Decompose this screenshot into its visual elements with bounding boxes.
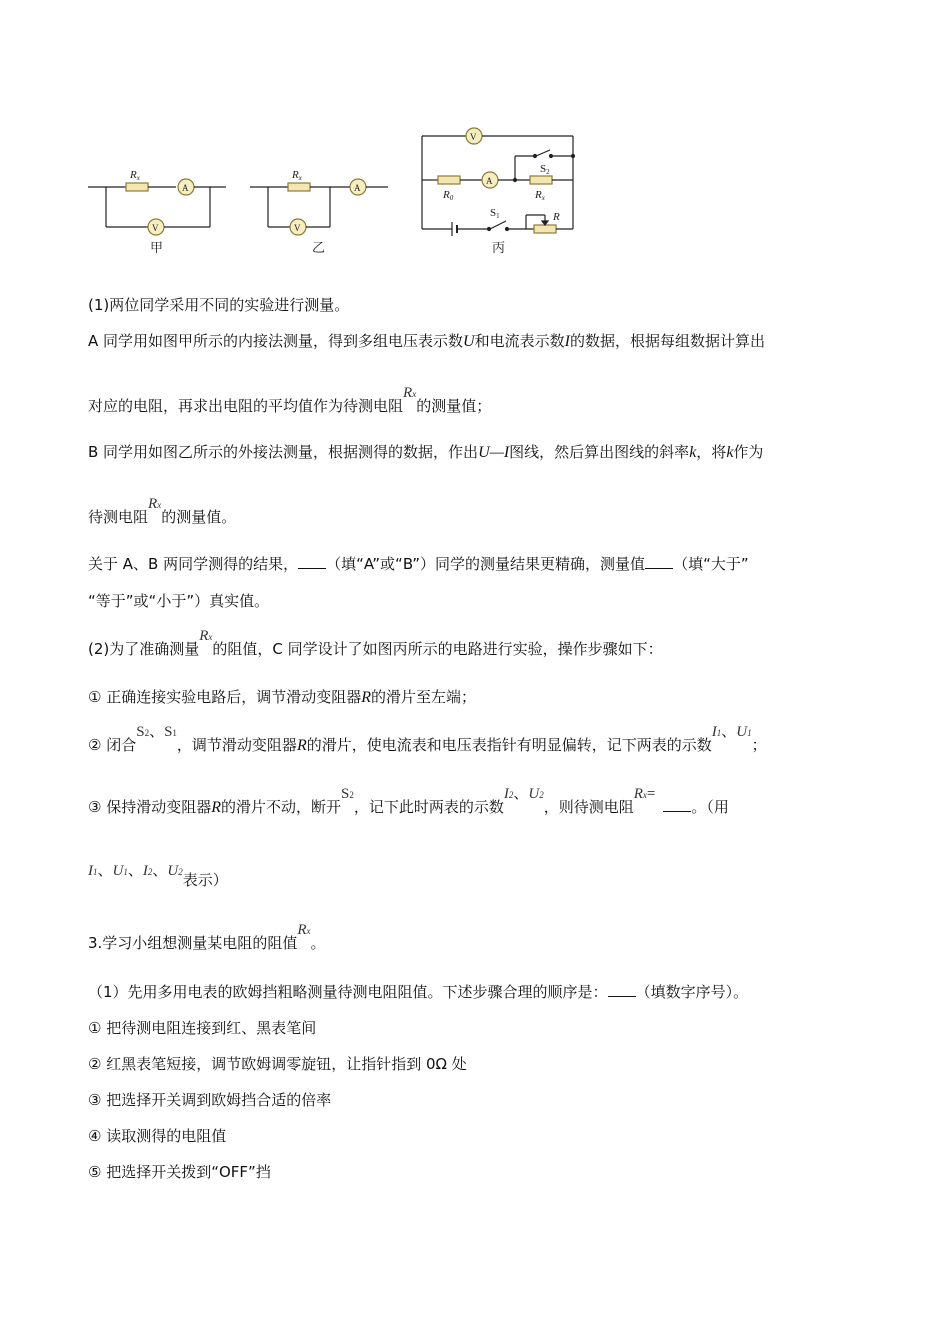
label-v-yi: V	[294, 223, 301, 233]
q2-b-line2	[88, 496, 237, 527]
resistor-rx-yi	[288, 183, 310, 191]
text: 、	[97, 861, 113, 879]
q2-part1-intro: (1)两位同学采用不同的实验进行测量。	[88, 296, 350, 314]
rheostat-r	[534, 225, 556, 233]
label-rx-jia: Rx	[130, 169, 140, 182]
q2-part2-intro	[88, 628, 663, 659]
var-i1: I1	[88, 863, 98, 879]
resistor-r0	[438, 176, 460, 184]
caption-bing: 丙	[492, 240, 506, 255]
text: ① 正确连接实验电路后，调节滑动变阻器	[88, 688, 362, 706]
label-rx-bing: Rx	[535, 189, 545, 202]
var-s2: S2	[136, 724, 150, 740]
label-s2: S2	[540, 163, 550, 176]
q2-a-line1	[88, 330, 765, 351]
text: A 同学用如图甲所示的内接法测量，得到多组电压表示数	[88, 332, 464, 350]
circuit-yi	[250, 179, 388, 235]
q2-step1	[88, 686, 476, 707]
var-r: R	[211, 799, 221, 816]
q3-step: ④ 读取测得的电阻值	[88, 1127, 227, 1145]
text: 的数据，根据每组数据计算出	[569, 332, 765, 350]
var-rx: Rx	[403, 385, 417, 401]
q2-c-line1	[88, 553, 749, 574]
text: 。	[310, 934, 326, 952]
var-k: k	[689, 444, 697, 461]
var-rx: Rx	[199, 628, 213, 644]
q2-step2	[88, 722, 767, 755]
answer-blank[interactable]	[645, 567, 673, 569]
label-s1: S1	[490, 207, 500, 220]
label-v-jia: V	[152, 223, 159, 233]
var-rx: Rx	[633, 786, 647, 802]
q3-step: ① 把待测电阻连接到红、黑表笔间	[88, 1019, 317, 1037]
label-rx-yi: Rx	[292, 169, 302, 182]
resistor-rx-jia	[126, 183, 148, 191]
var-ui: U—I	[478, 444, 510, 461]
q2-step3-line2	[88, 861, 228, 890]
text: 。（用	[691, 798, 729, 816]
caption-yi: 乙	[312, 240, 326, 255]
equals-sign: =	[646, 786, 656, 802]
circuit-figures	[0, 0, 950, 270]
text: （填“A”或“B”）同学的测量结果更精确，测量值	[326, 555, 646, 573]
text: 的滑片至左端；	[371, 688, 477, 706]
var-u1: U1	[112, 863, 128, 879]
var-rx: Rx	[148, 496, 162, 512]
text: ，将	[696, 443, 727, 461]
var-r: R	[296, 737, 307, 754]
var-s1: S1	[164, 724, 177, 740]
text: ，记下此时两表的示数	[353, 798, 504, 816]
var-u: U	[463, 333, 475, 350]
text: 的滑片，使电流表和电压表指针有明显偏转，记下两表的示数	[306, 736, 712, 754]
text: 图线，然后算出图线的斜率	[509, 443, 690, 461]
answer-blank[interactable]	[663, 810, 691, 812]
q2-a-line2	[88, 385, 492, 416]
label-a-jia: A	[182, 183, 189, 193]
text: (2)为了准确测量	[88, 640, 200, 658]
resistor-rx-bing	[530, 176, 552, 184]
text: （1）先用多用电表的欧姆挡粗略测量待测电阻阻值。下述步骤合理的顺序是：	[88, 983, 608, 1001]
switch-s2	[536, 150, 550, 156]
label-a-yi: A	[354, 183, 361, 193]
caption-jia: 甲	[150, 240, 164, 255]
label-a-bing: A	[486, 176, 493, 186]
q2-step3	[88, 784, 729, 817]
text: 作为	[733, 443, 764, 461]
q3-step: ② 红黑表笔短接，调节欧姆调零旋钮，让指针指到 0Ω 处	[88, 1055, 467, 1073]
text: （填“大于”	[673, 555, 749, 573]
var-r: R	[361, 689, 371, 706]
label-v-bing: V	[470, 132, 477, 142]
text: 、	[513, 784, 529, 802]
text: 的滑片不动，断开	[221, 798, 342, 816]
var-u2: U2	[167, 863, 183, 879]
text: 、	[721, 722, 737, 740]
text: 对应的电阻，再求出电阻的平均值作为待测电阻	[88, 397, 404, 415]
switch-s1	[490, 221, 506, 229]
label-r0: R0	[443, 189, 454, 202]
q2-c-line2: “等于”或“小于”）真实值。	[88, 592, 270, 610]
var-rx: Rx	[297, 922, 311, 938]
text: 的阻值，C 同学设计了如图丙所示的电路进行实验，操作步骤如下：	[212, 640, 663, 658]
text: 3.学习小组想测量某电阻的阻值	[88, 934, 298, 952]
q3-step: ③ 把选择开关调到欧姆挡合适的倍率	[88, 1091, 332, 1109]
answer-blank[interactable]	[298, 567, 326, 569]
var-u1: U1	[736, 724, 752, 740]
text: 、	[152, 861, 168, 879]
text: 、	[149, 722, 165, 740]
text: 的测量值；	[416, 397, 492, 415]
text: 和电流表示数	[474, 332, 565, 350]
text: ② 闭合	[88, 736, 137, 754]
var-s2: S2	[341, 786, 354, 802]
text: ，调节滑动变阻器	[176, 736, 297, 754]
q3-title	[88, 922, 326, 953]
var-k: k	[726, 444, 734, 461]
q3-step: ⑤ 把选择开关拨到“OFF”挡	[88, 1163, 271, 1181]
text: 表示）	[182, 871, 228, 889]
text: 待测电阻	[88, 508, 149, 526]
q3-part1	[88, 981, 748, 1002]
q2-b-line1	[88, 441, 763, 462]
label-r: R	[553, 211, 560, 223]
text: B 同学用如图乙所示的外接法测量，根据测得的数据，作出	[88, 443, 479, 461]
text: 关于 A、B 两同学测得的结果，	[88, 555, 299, 573]
var-i1: I1	[711, 724, 722, 740]
text: ，则待测电阻	[543, 798, 634, 816]
var-i2: I2	[142, 863, 153, 879]
text: 的测量值。	[161, 508, 237, 526]
var-i: I	[564, 333, 570, 350]
var-i2: I2	[503, 786, 514, 802]
text: ；	[751, 736, 767, 754]
text: 、	[127, 861, 143, 879]
text: （填数字序号）。	[635, 983, 749, 1001]
var-u2: U2	[528, 786, 544, 802]
answer-blank[interactable]	[608, 995, 636, 997]
text: ③ 保持滑动变阻器	[88, 798, 212, 816]
